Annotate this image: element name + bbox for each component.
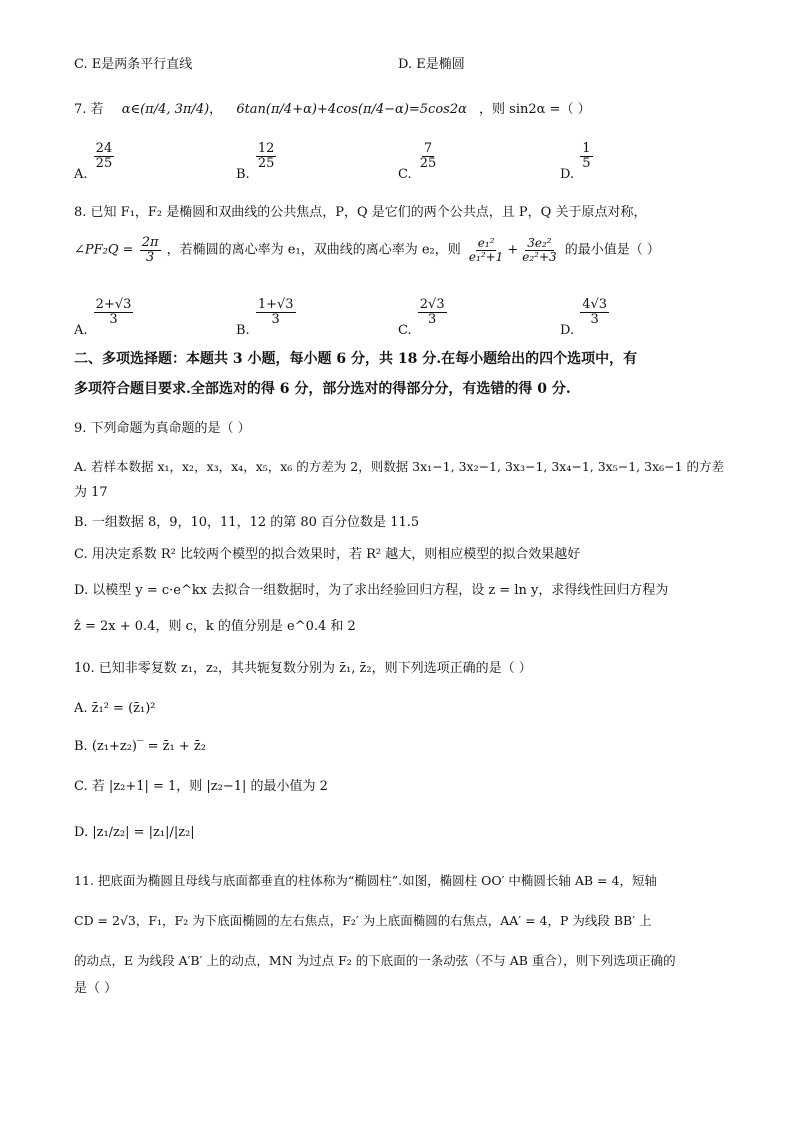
fraction-numerator: 24	[95, 141, 113, 156]
fraction-denominator: 25	[419, 155, 437, 171]
fraction-numerator: 2+√3	[95, 297, 132, 312]
fraction-denominator: 3	[590, 311, 599, 327]
q8-option-b	[236, 297, 298, 338]
q11-line1: 11. 把底面为椭圆且母线与底面都垂直的柱体称为“椭圆柱”.如图，椭圆柱 OO′ 中椭圆长轴 AB = 4，短轴	[74, 873, 657, 888]
q10-option-d: D. |z₁/z₂| = |z₁|/|z₂|	[74, 825, 195, 840]
option-label: B.	[236, 166, 250, 182]
q7-option-a	[74, 141, 116, 182]
fraction-numerator: 1+√3	[257, 297, 294, 312]
option-label: D.	[560, 322, 575, 338]
q9-option-d-line2: ẑ = 2x + 0.4，则 c，k 的值分别是 e^0.4 和 2	[74, 619, 356, 634]
q8-option-a	[74, 297, 135, 338]
option-label: C.	[398, 166, 412, 182]
fraction-numerator: 12	[257, 141, 275, 156]
fraction-denominator: 25	[257, 155, 275, 171]
q9-option-a-line2: 为 17	[74, 485, 108, 500]
q8-angle: ∠PF₂Q =	[74, 242, 134, 258]
q8-line1: 8. 已知 F₁，F₂ 是椭圆和双曲线的公共焦点，P，Q 是它们的两个公共点，且 P，Q 关于原点对称，	[74, 205, 647, 220]
q6-option-d: D. E是椭圆	[398, 57, 465, 72]
fraction-denominator: 25	[95, 155, 113, 171]
option-label: B.	[236, 322, 250, 338]
q7-equation: 6tan(π/4+α)+4cos(π/4−α)=5cos2α	[236, 102, 467, 117]
q8-option-d	[560, 297, 611, 338]
q7-ask: ，则 sin2α =（ ）	[479, 102, 591, 117]
fraction-denominator: 3	[428, 311, 437, 327]
q8-tail: 的最小值是（ ）	[564, 242, 660, 258]
section2-line1: 二、多项选择题：本题共 3 小题，每小题 6 分，共 18 分.在每小题给出的四个选项中，有	[74, 351, 638, 367]
q9-stem: 9. 下列命题为真命题的是（ ）	[74, 421, 251, 436]
q9-option-c: C. 用决定系数 R² 比较两个模型的拟合效果时，若 R² 越大，则相应模型的拟合效果越好	[74, 547, 581, 562]
q11-line3: 的动点，E 为线段 A′B′ 上的动点，MN 为过点 F₂ 的下底面的一条动弦（不与 AB 重合），则下列选项正确的	[74, 953, 676, 968]
q7-interval: α∈(π/4, 3π/4)	[121, 102, 210, 117]
q10-stem: 10. 已知非零复数 z₁，z₂，其共轭复数分别为 z̄₁, z̄₂，则下列选项正确的是（ ）	[74, 661, 532, 676]
q10-option-b: B. (z₁+z₂)‾ = z̄₁ + z̄₂	[74, 739, 206, 754]
option-label: D.	[560, 166, 575, 182]
q9-option-a-line1: A. 若样本数据 x₁，x₂，x₃，x₄，x₅，x₆ 的方差为 2，则数据 3x₁−1, 3x₂−1, 3x₃−1, 3x₄−1, 3x₅−1, 3x₆−1 的方差	[74, 459, 725, 474]
fraction-numerator: 1	[582, 141, 591, 156]
q7-option-c	[398, 141, 440, 182]
q8-line2: ∠PF₂Q = $\frac{2\pi}{3}$ ，若椭圆的离心率为 e₁，双曲线的离心率为 e₂，则 $\frac{\text{e₁²}}{\text{e₁²+1}}$ + $\frac{\text{3e₂²}}{\text{e₂²+3}}$ 的最小值是（ ）	[74, 235, 660, 265]
q10-option-c: C. 若 |z₂+1| = 1，则 |z₂−1| 的最小值为 2	[74, 779, 328, 794]
q7-option-b	[236, 141, 278, 182]
fraction-numerator: 3e₂²	[527, 236, 552, 251]
option-label: C.	[398, 322, 412, 338]
fraction-denominator: 3	[145, 249, 155, 265]
option-label: A.	[74, 166, 88, 182]
q6-option-c: C. E是两条平行直线	[74, 57, 193, 72]
q10-option-a: A. z̄₁² = (z̄₁)²	[74, 701, 156, 716]
q9-option-b: B. 一组数据 8，9，10，11，12 的第 80 百分位数是 11.5	[74, 515, 420, 530]
fraction-denominator: 3	[109, 311, 118, 327]
fraction-numerator: 7	[423, 141, 433, 156]
section2-line2: 多项符合题目要求.全部选对的得 6 分，部分选对的得部分分，有选错的得 0 分.	[74, 381, 571, 397]
q11-line4: 是（ ）	[74, 981, 118, 996]
q8-mid-text: ，若椭圆的离心率为 e₁，双曲线的离心率为 e₂，则	[166, 242, 461, 258]
q7-number: 7. 若	[74, 102, 104, 117]
fraction-denominator: e₁²+1	[468, 249, 504, 264]
option-label: A.	[74, 322, 88, 338]
fraction-denominator: 5	[582, 155, 591, 171]
fraction-numerator: 4√3	[582, 297, 608, 312]
q7-stem: 7. 若 α∈(π/4, 3π/4)， 6tan(π/4+α)+4cos(π/4−α)=5cos2α ，则 sin2α =（ ）	[74, 102, 591, 117]
q7-option-d	[560, 141, 595, 182]
q9-option-d-line1: D. 以模型 y = c·e^kx 去拟合一组数据时，为了求出经验回归方程，设 z = ln y，求得线性回归方程为	[74, 583, 669, 598]
fraction-numerator: 2√3	[419, 297, 445, 312]
fraction-denominator: e₂²+3	[522, 249, 557, 264]
q11-line2: CD = 2√3，F₁，F₂ 为下底面椭圆的左右焦点，F₂′ 为上底面椭圆的右焦点，AA′ = 4，P 为线段 BB′ 上	[74, 913, 652, 928]
fraction-numerator: e₁²	[477, 236, 495, 251]
q8-option-c	[398, 297, 449, 338]
fraction-denominator: 3	[271, 311, 280, 327]
fraction-numerator: 2π	[141, 235, 159, 250]
